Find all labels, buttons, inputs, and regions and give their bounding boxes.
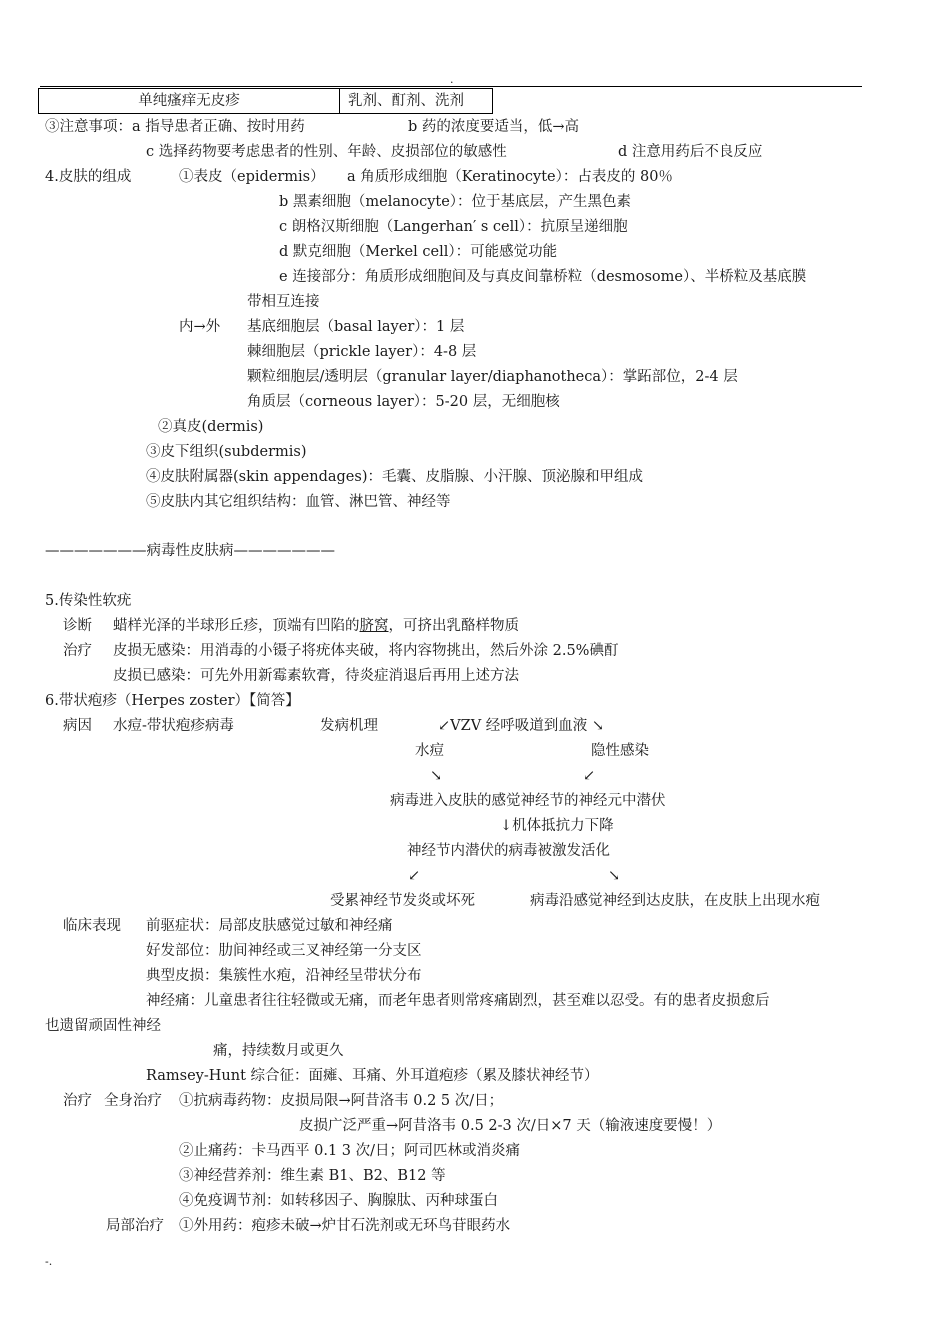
clinical-ramsey-hunt: Ramsey-Hunt 综合征：面瘫、耳痛、外耳道疱疹（累及膝状神经节） (146, 1068, 599, 1084)
clinical-neuralgia-cont: 也遗留顽固性神经 (45, 1018, 161, 1034)
zoster-cause: 水痘-带状疱疹病毒 (113, 718, 234, 734)
local-tx-label: 局部治疗 (106, 1218, 164, 1234)
layer-basal: 基底细胞层（basal layer）：1 层 (247, 319, 465, 335)
flow-step-6: 神经节内潜伏的病毒被激发活化 (407, 843, 610, 859)
tx-antiviral-severe: 皮损广泛严重→阿昔洛韦 0.5 2-3 次/日×7 天（输液速度要慢！） (299, 1118, 722, 1134)
zoster-clinical-label: 临床表现 (63, 918, 121, 934)
flow-step-2a: 水痘 (415, 743, 444, 759)
flow-step-5: ↓机体抵抗力下降 (500, 818, 614, 834)
clinical-prodrome: 前驱症状：局部皮肤感觉过敏和神经痛 (146, 918, 393, 934)
dx-text-underlined: 脐窝 (359, 618, 389, 634)
tx-immunomodulator: ④免疫调节剂：如转移因子、胸腺肽、丙种球蛋白 (179, 1193, 498, 1209)
dx-text-b: ，可挤出乳酪样物质 (388, 618, 519, 634)
clinical-site: 好发部位：肋间神经或三叉神经第一分支区 (146, 943, 422, 959)
tx-neurotrophic: ③神经营养剂：维生素 B1、B2、B12 等 (179, 1168, 446, 1184)
systemic-tx-label: 全身治疗 (104, 1093, 162, 1109)
junction-line: e 连接部分：角质形成细胞间及与真皮间靠桥粒（desmosome）、半桥粒及基底膜 (279, 269, 807, 285)
header-mark: . (450, 73, 454, 86)
flow-arrow-3b: ↙ (583, 768, 596, 784)
other-structures-line: ⑤皮肤内其它组织结构：血管、淋巴管、神经等 (146, 494, 451, 510)
flow-arrow-7a: ↙ (408, 868, 421, 884)
molluscum-tx-2: 皮损已感染：可先外用新霉素软膏，待炎症消退后再用上述方法 (113, 668, 519, 684)
junction-line-cont: 带相互连接 (247, 294, 320, 310)
flow-step-8a: 受累神经节发炎或坏死 (330, 893, 475, 909)
keratinocyte-line: a 角质形成细胞（Keratinocyte）：占表皮的 80％ (347, 169, 673, 185)
zoster-heading: 6.带状疱疹（Herpes zoster）【简答】 (45, 693, 300, 709)
subdermis-line: ③皮下组织(subdermis) (146, 444, 307, 460)
epidermis-label: ①表皮（epidermis） (179, 169, 325, 185)
flow-step-2b: 隐性感染 (591, 743, 649, 759)
clinical-neuralgia: 神经痛：儿童患者往往轻微或无痛，而老年患者则常疼痛剧烈，甚至难以忍受。有的患者皮损愈后 (146, 993, 770, 1009)
layer-order-label: 内→外 (179, 319, 221, 335)
zoster-mech-label: 发病机理 (320, 718, 378, 734)
merkel-line: d 默克细胞（Merkel cell）：可能感觉功能 (279, 244, 558, 260)
layer-corneous: 角质层（corneous layer）：5-20 层，无细胞核 (247, 394, 560, 410)
molluscum-tx-label: 治疗 (63, 643, 92, 659)
clinical-lesion: 典型皮损：集簇性水疱，沿神经呈带状分布 (146, 968, 422, 984)
layer-prickle: 棘细胞层（prickle layer）：4-8 层 (247, 344, 477, 360)
molluscum-heading: 5.传染性软疣 (45, 593, 132, 609)
clinical-neuralgia-cont2: 痛，持续数月或更久 (213, 1043, 344, 1059)
molluscum-dx-label: 诊断 (63, 618, 92, 634)
tx-topical: ①外用药：疱疹未破→炉甘石洗剂或无环鸟苷眼药水 (179, 1218, 511, 1234)
melanocyte-line: b 黑素细胞（melanocyte）：位于基底层，产生黑色素 (279, 194, 632, 210)
molluscum-tx-1: 皮损无感染：用消毒的小镊子将疣体夹破，将内容物挑出，然后外涂 2.5%碘酊 (113, 643, 619, 659)
dx-text-a: 蜡样光泽的半球形丘疹，顶端有凹陷的 (113, 618, 360, 634)
tx-analgesic: ②止痛药：卡马西平 0.1 3 次/日；阿司匹林或消炎痛 (179, 1143, 520, 1159)
flow-arrow-7b: ↘ (608, 868, 621, 884)
molluscum-dx-text (113, 616, 519, 636)
skin-heading: 4.皮肤的组成 (45, 169, 132, 185)
section-heading-viral: ———————病毒性皮肤病——————— (45, 543, 335, 559)
flow-arrow-3a: ↘ (430, 768, 443, 784)
appendages-line: ④皮肤附属器(skin appendages)：毛囊、皮脂腺、小汗腺、顶泌腺和甲组成 (146, 469, 643, 485)
zoster-tx-label: 治疗 (63, 1093, 92, 1109)
layer-granular: 颗粒细胞层/透明层（granular layer/diaphanotheca）：掌跖部位，2-4 层 (247, 369, 738, 385)
table-cell-condition: 单纯瘙痒无皮疹 (38, 88, 340, 114)
langerhans-line: c 朗格汉斯细胞（Langerhan′ s cell）：抗原呈递细胞 (279, 219, 628, 235)
tx-antiviral: ①抗病毒药物：皮损局限→阿昔洛韦 0.2 5 次/日； (179, 1093, 504, 1109)
zoster-cause-label: 病因 (63, 718, 92, 734)
note-line-1b: b 药的浓度要适当，低→高 (408, 119, 580, 135)
note-line-2b: d 注意用药后不良反应 (618, 144, 763, 160)
footer-mark: -. (45, 1255, 53, 1268)
flow-step-8b: 病毒沿感觉神经到达皮肤，在皮肤上出现水疱 (530, 893, 820, 909)
flow-step-4: 病毒进入皮肤的感觉神经节的神经元中潜伏 (390, 793, 666, 809)
note-line-2a: c 选择药物要考虑患者的性别、年龄、皮损部位的敏感性 (146, 144, 507, 160)
flow-step-1: ↙VZV 经呼吸道到血液 ↘ (438, 718, 605, 734)
note-line-1a: ③注意事项：a 指导患者正确、按时用药 (45, 119, 305, 135)
dermis-line: ②真皮(dermis) (158, 419, 264, 435)
header-rule (40, 86, 862, 87)
table-cell-dosage-form: 乳剂、酊剂、洗剂 (339, 88, 493, 114)
